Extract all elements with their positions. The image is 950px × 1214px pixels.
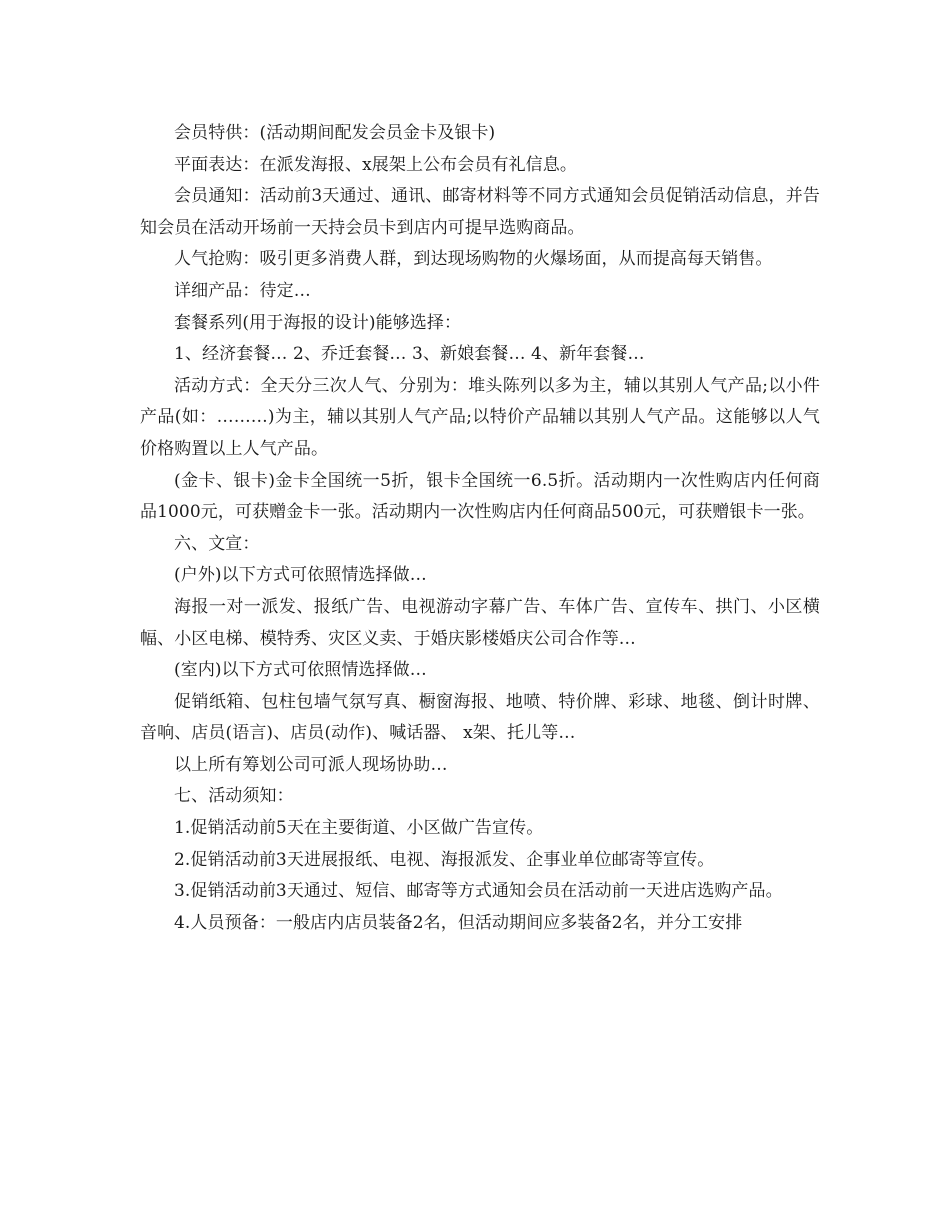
paragraph-activity-method: 活动方式：全天分三次人气、分别为：堆头陈列以多为主，辅以其别人气产品;以小件产品(如：………)为主，辅以其别人气产品;以特价产品辅以其别人气产品。这能够以人气价格购置以上人气产品。: [140, 375, 820, 459]
paragraph-gold-silver-card: (金卡、银卡)金卡全国统一5折，银卡全国统一6.5折。活动期内一次性购店内任何商品1000元，可获赠金卡一张。活动期内一次性购店内任何商品500元，可获赠银卡一张。: [140, 470, 820, 523]
paragraph-detailed-products: 详细产品：待定…: [174, 280, 311, 301]
paragraph-member-notice: 会员通知：活动前3天通过、通讯、邮寄材料等不同方式通知会员促销活动信息，并告知会员在活动开场前一天持会员卡到店内可提早选购商品。: [140, 186, 820, 238]
paragraph-planning-assist: 以上所有筹划公司可派人现场协助…: [174, 754, 448, 775]
paragraph-outdoor: (户外)以下方式可依照情选择做…: [174, 565, 427, 586]
paragraph-outdoor-methods: 海报一对一派发、报纸广告、电视游动字幕广告、车体广告、宣传车、拱门、小区横幅、小区电梯、模特秀、灾区义卖、于婚庆影楼婚庆公司合作等…: [140, 596, 820, 649]
heading-section-seven: 七、活动须知：: [174, 786, 294, 807]
paragraph-indoor-methods: 促销纸箱、包柱包墙气氛写真、橱窗海报、地喷、特价牌、彩球、地毯、倒计时牌、音响、店员(语言)、店员(动作)、喊话器、 x架、托儿等…: [140, 691, 820, 744]
heading-section-six: 六、文宣：: [174, 533, 260, 554]
list-item-notice-2: 2.促销活动前3天进展报纸、电视、海报派发、企事业单位邮寄等宣传。: [174, 849, 715, 870]
document-body: [140, 118, 820, 939]
list-item-notice-1: 1.促销活动前5天在主要街道、小区做广告宣传。: [174, 818, 544, 839]
list-item-notice-3: 3.促销活动前3天通过、短信、邮寄等方式通知会员在活动前一天进店选购产品。: [174, 881, 783, 902]
paragraph-indoor: (室内)以下方式可依照情选择做…: [174, 660, 427, 681]
paragraph-popular-rush: 人气抢购：吸引更多消费人群，到达现场购物的火爆场面，从而提高每天销售。: [174, 249, 773, 270]
paragraph-member-offer: 会员特供：(活动期间配发会员金卡及银卡): [174, 123, 496, 143]
paragraph-package-series: 套餐系列(用于海报的设计)能够选择：: [174, 312, 462, 333]
paragraph-package-list: 1、经济套餐… 2、乔迁套餐… 3、新娘套餐… 4、新年套餐…: [174, 344, 645, 365]
list-item-notice-4: 4.人员预备：一般店内店员装备2名，但活动期间应多装备2名，并分工安排: [174, 912, 743, 933]
paragraph-print-expression: 平面表达：在派发海报、x展架上公布会员有礼信息。: [174, 154, 577, 175]
